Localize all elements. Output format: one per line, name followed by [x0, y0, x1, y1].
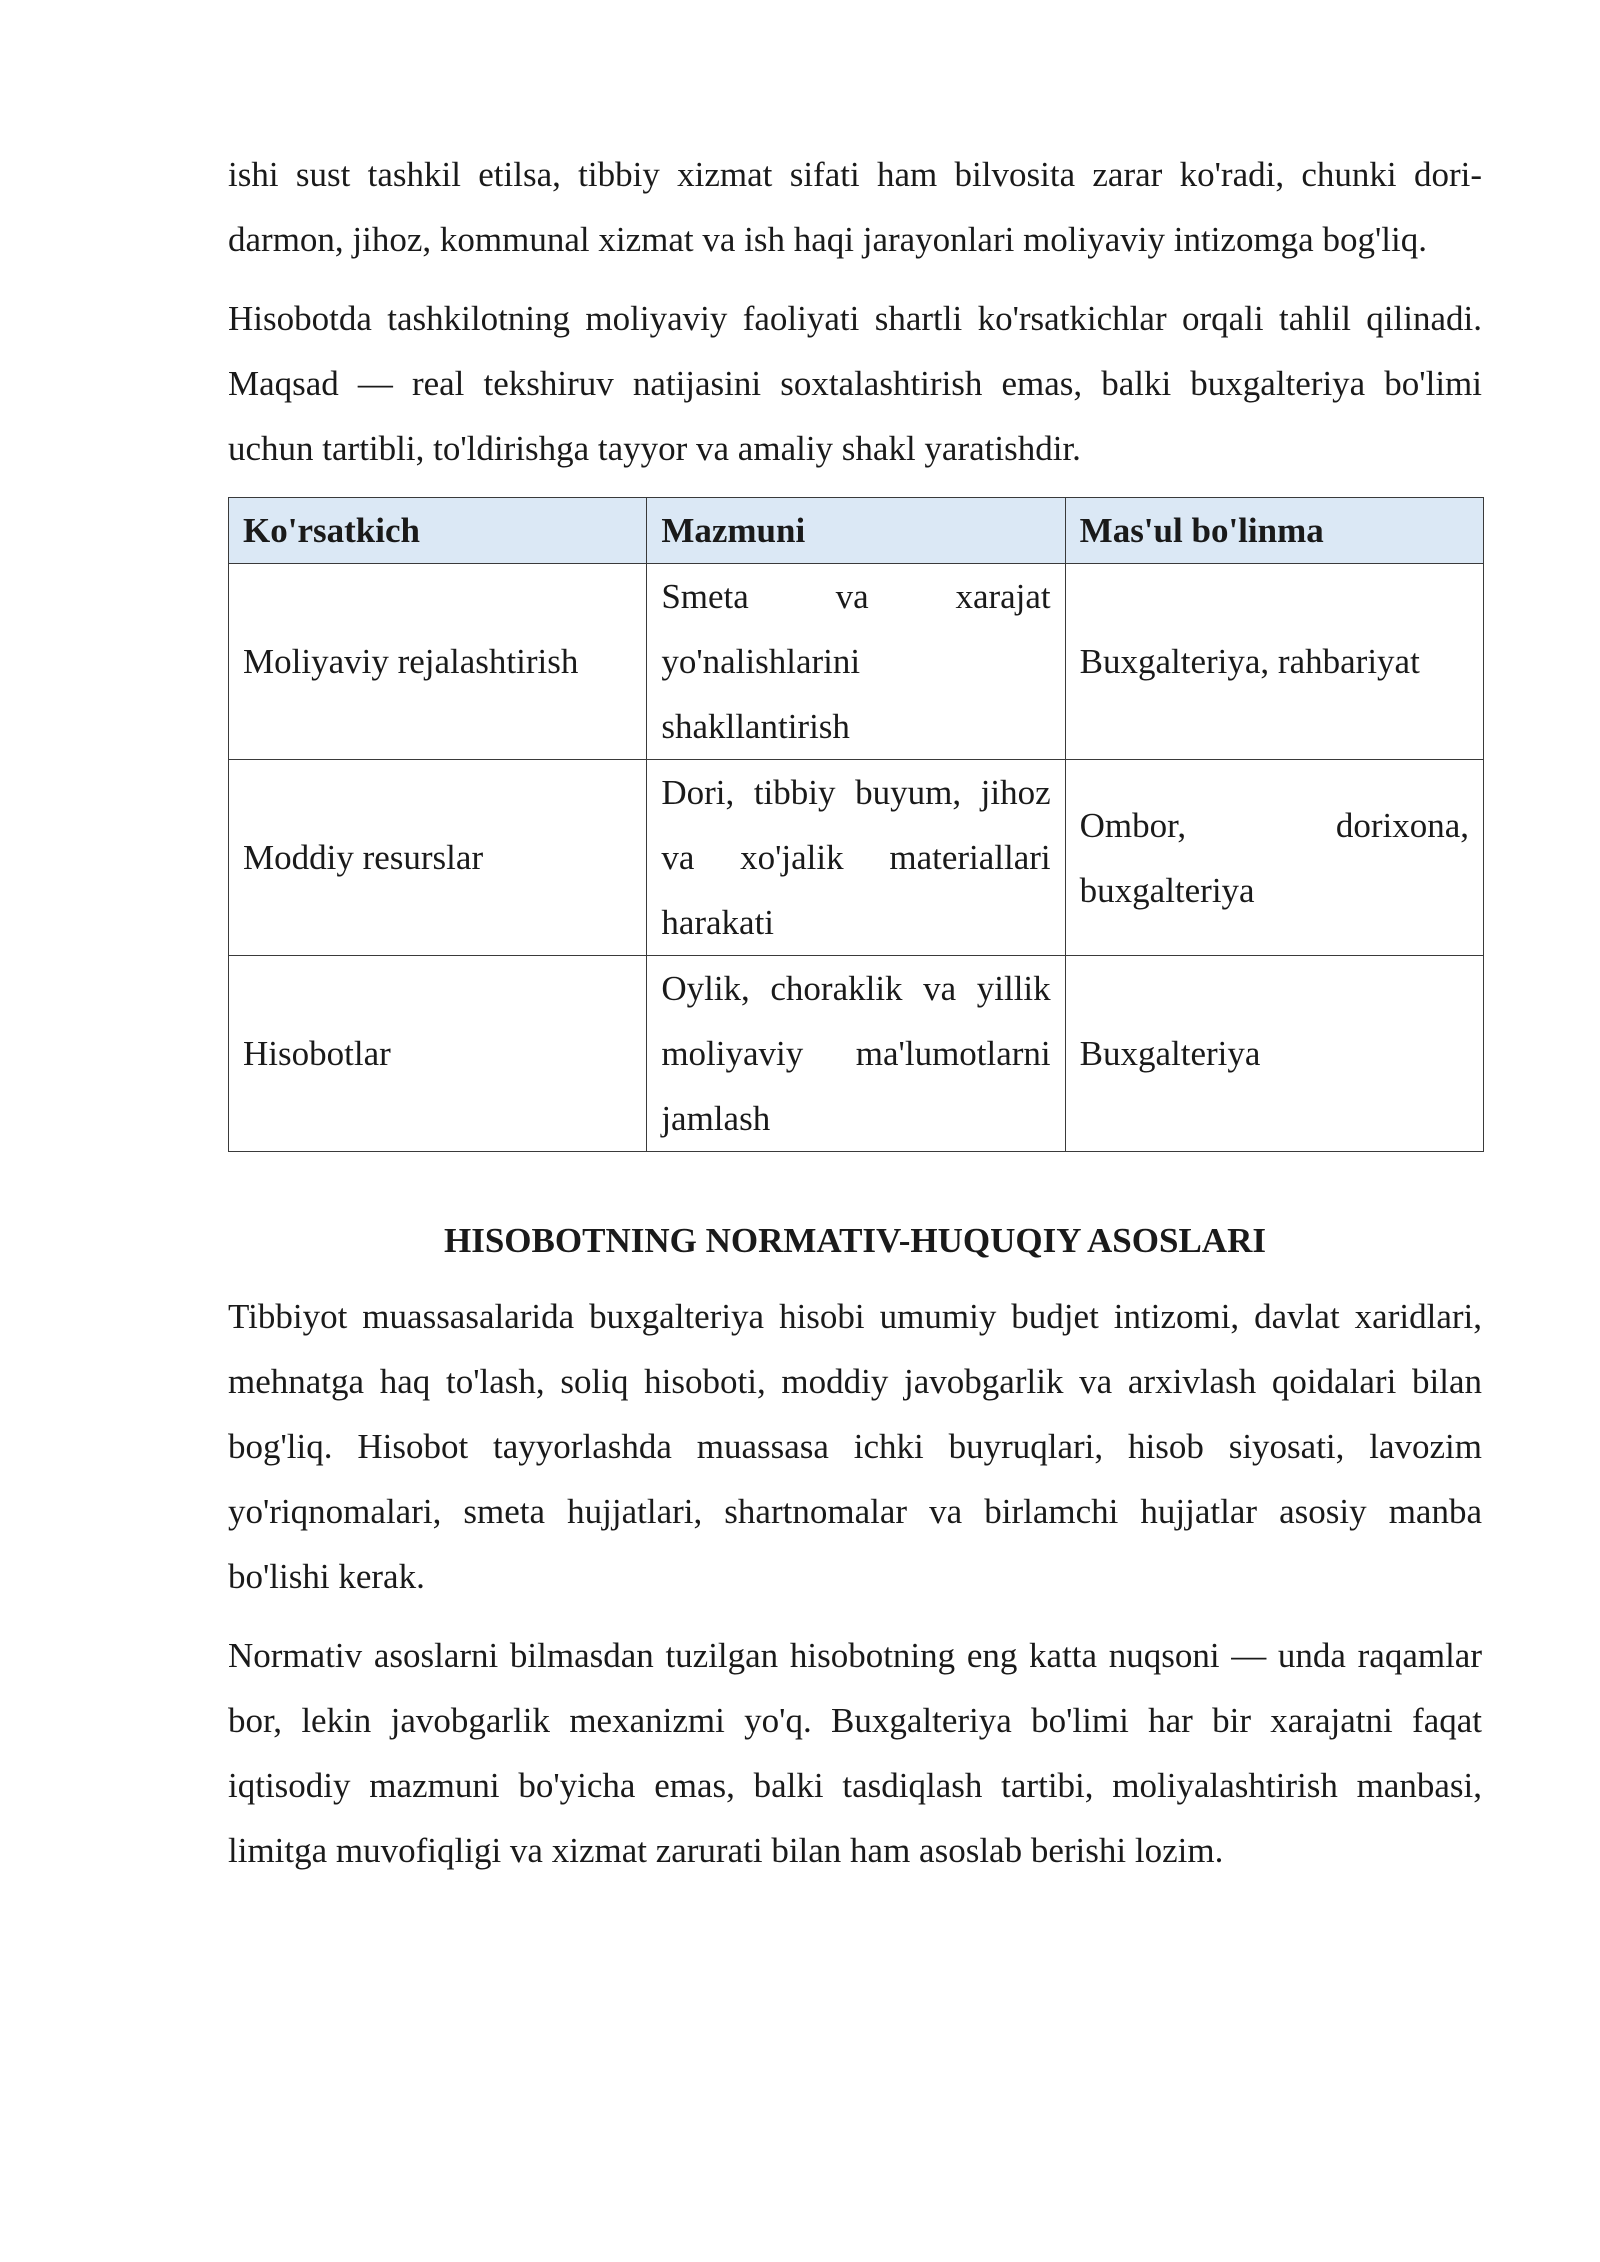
table-row: [229, 564, 1484, 760]
intro-paragraph-1: ishi sust tashkil etilsa, tibbiy xizmat sifati ham bilvosita zarar ko'radi, chunki dori-darmon, jihoz, kommunal xizmat va ish haqi jarayonlari moliyaviy intizomga bog'liq.: [228, 155, 1482, 259]
table-cell: Buxgalteriya, rahbariyat: [1065, 564, 1483, 760]
section-paragraph-2: Normativ asoslarni bilmasdan tuzilgan hisobotning eng katta nuqsoni — unda raqamlar bor, lekin javobgarlik mexanizmi yo'q. Buxgalteriya bo'limi har bir xarajatni faqat iqtisodiy mazmuni bo'yicha emas, balki tasdiqlash tartibi, moliyalashtirish manbasi, limitga muvofiqligi va xizmat zarurati bilan ham asoslab berishi lozim.: [228, 1636, 1482, 1870]
intro-paragraph-2: Hisobotda tashkilotning moliyaviy faoliyati shartli ko'rsatkichlar orqali tahlil qilinadi. Maqsad — real tekshiruv natijasini soxtalashtirish emas, balki buxgalteriya bo'limi uchun tartibli, to'ldirishga tayyor va amaliy shakl yaratishdir.: [228, 299, 1482, 468]
table-header-cell: Ko'rsatkich: [229, 498, 647, 564]
table-cell: Moliyaviy rejalashtirish: [229, 564, 647, 760]
indicators-table: [228, 497, 1484, 1152]
table-cell: Smeta va xarajat yo'nalishlarini shakllantirish: [647, 564, 1065, 760]
table-cell: Oylik, choraklik va yillik moliyaviy ma'lumotlarni jamlash: [647, 956, 1065, 1152]
table-cell: Ombor, dorixona, buxgalteriya: [1065, 760, 1483, 956]
table-header-row: [229, 498, 1484, 564]
table-cell: Dori, tibbiy buyum, jihoz va xo'jalik materiallari harakati: [647, 760, 1065, 956]
section-paragraph-1: Tibbiyot muassasalarida buxgalteriya hisobi umumiy budjet intizomi, davlat xaridlari, mehnatga haq to'lash, soliq hisoboti, moddiy javobgarlik va arxivlash qoidalari bilan bog'liq. Hisobot tayyorlashda muassasa ichki buyruqlari, hisob siyosati, lavozim yo'riqnomalari, smeta hujjatlari, shartnomalar va birlamchi hujjatlar asosiy manba bo'lishi kerak.: [228, 1297, 1482, 1596]
table-row: [229, 760, 1484, 956]
table-cell: Buxgalteriya: [1065, 956, 1483, 1152]
document-page: [228, 142, 1482, 1897]
table-header-cell: Mazmuni: [647, 498, 1065, 564]
table-cell: Hisobotlar: [229, 956, 647, 1152]
table-cell: Moddiy resurslar: [229, 760, 647, 956]
table-header-cell: Mas'ul bo'linma: [1065, 498, 1483, 564]
table-row: [229, 956, 1484, 1152]
section-heading: HISOBOTNING NORMATIV-HUQUQIY ASOSLARI: [444, 1221, 1266, 1260]
